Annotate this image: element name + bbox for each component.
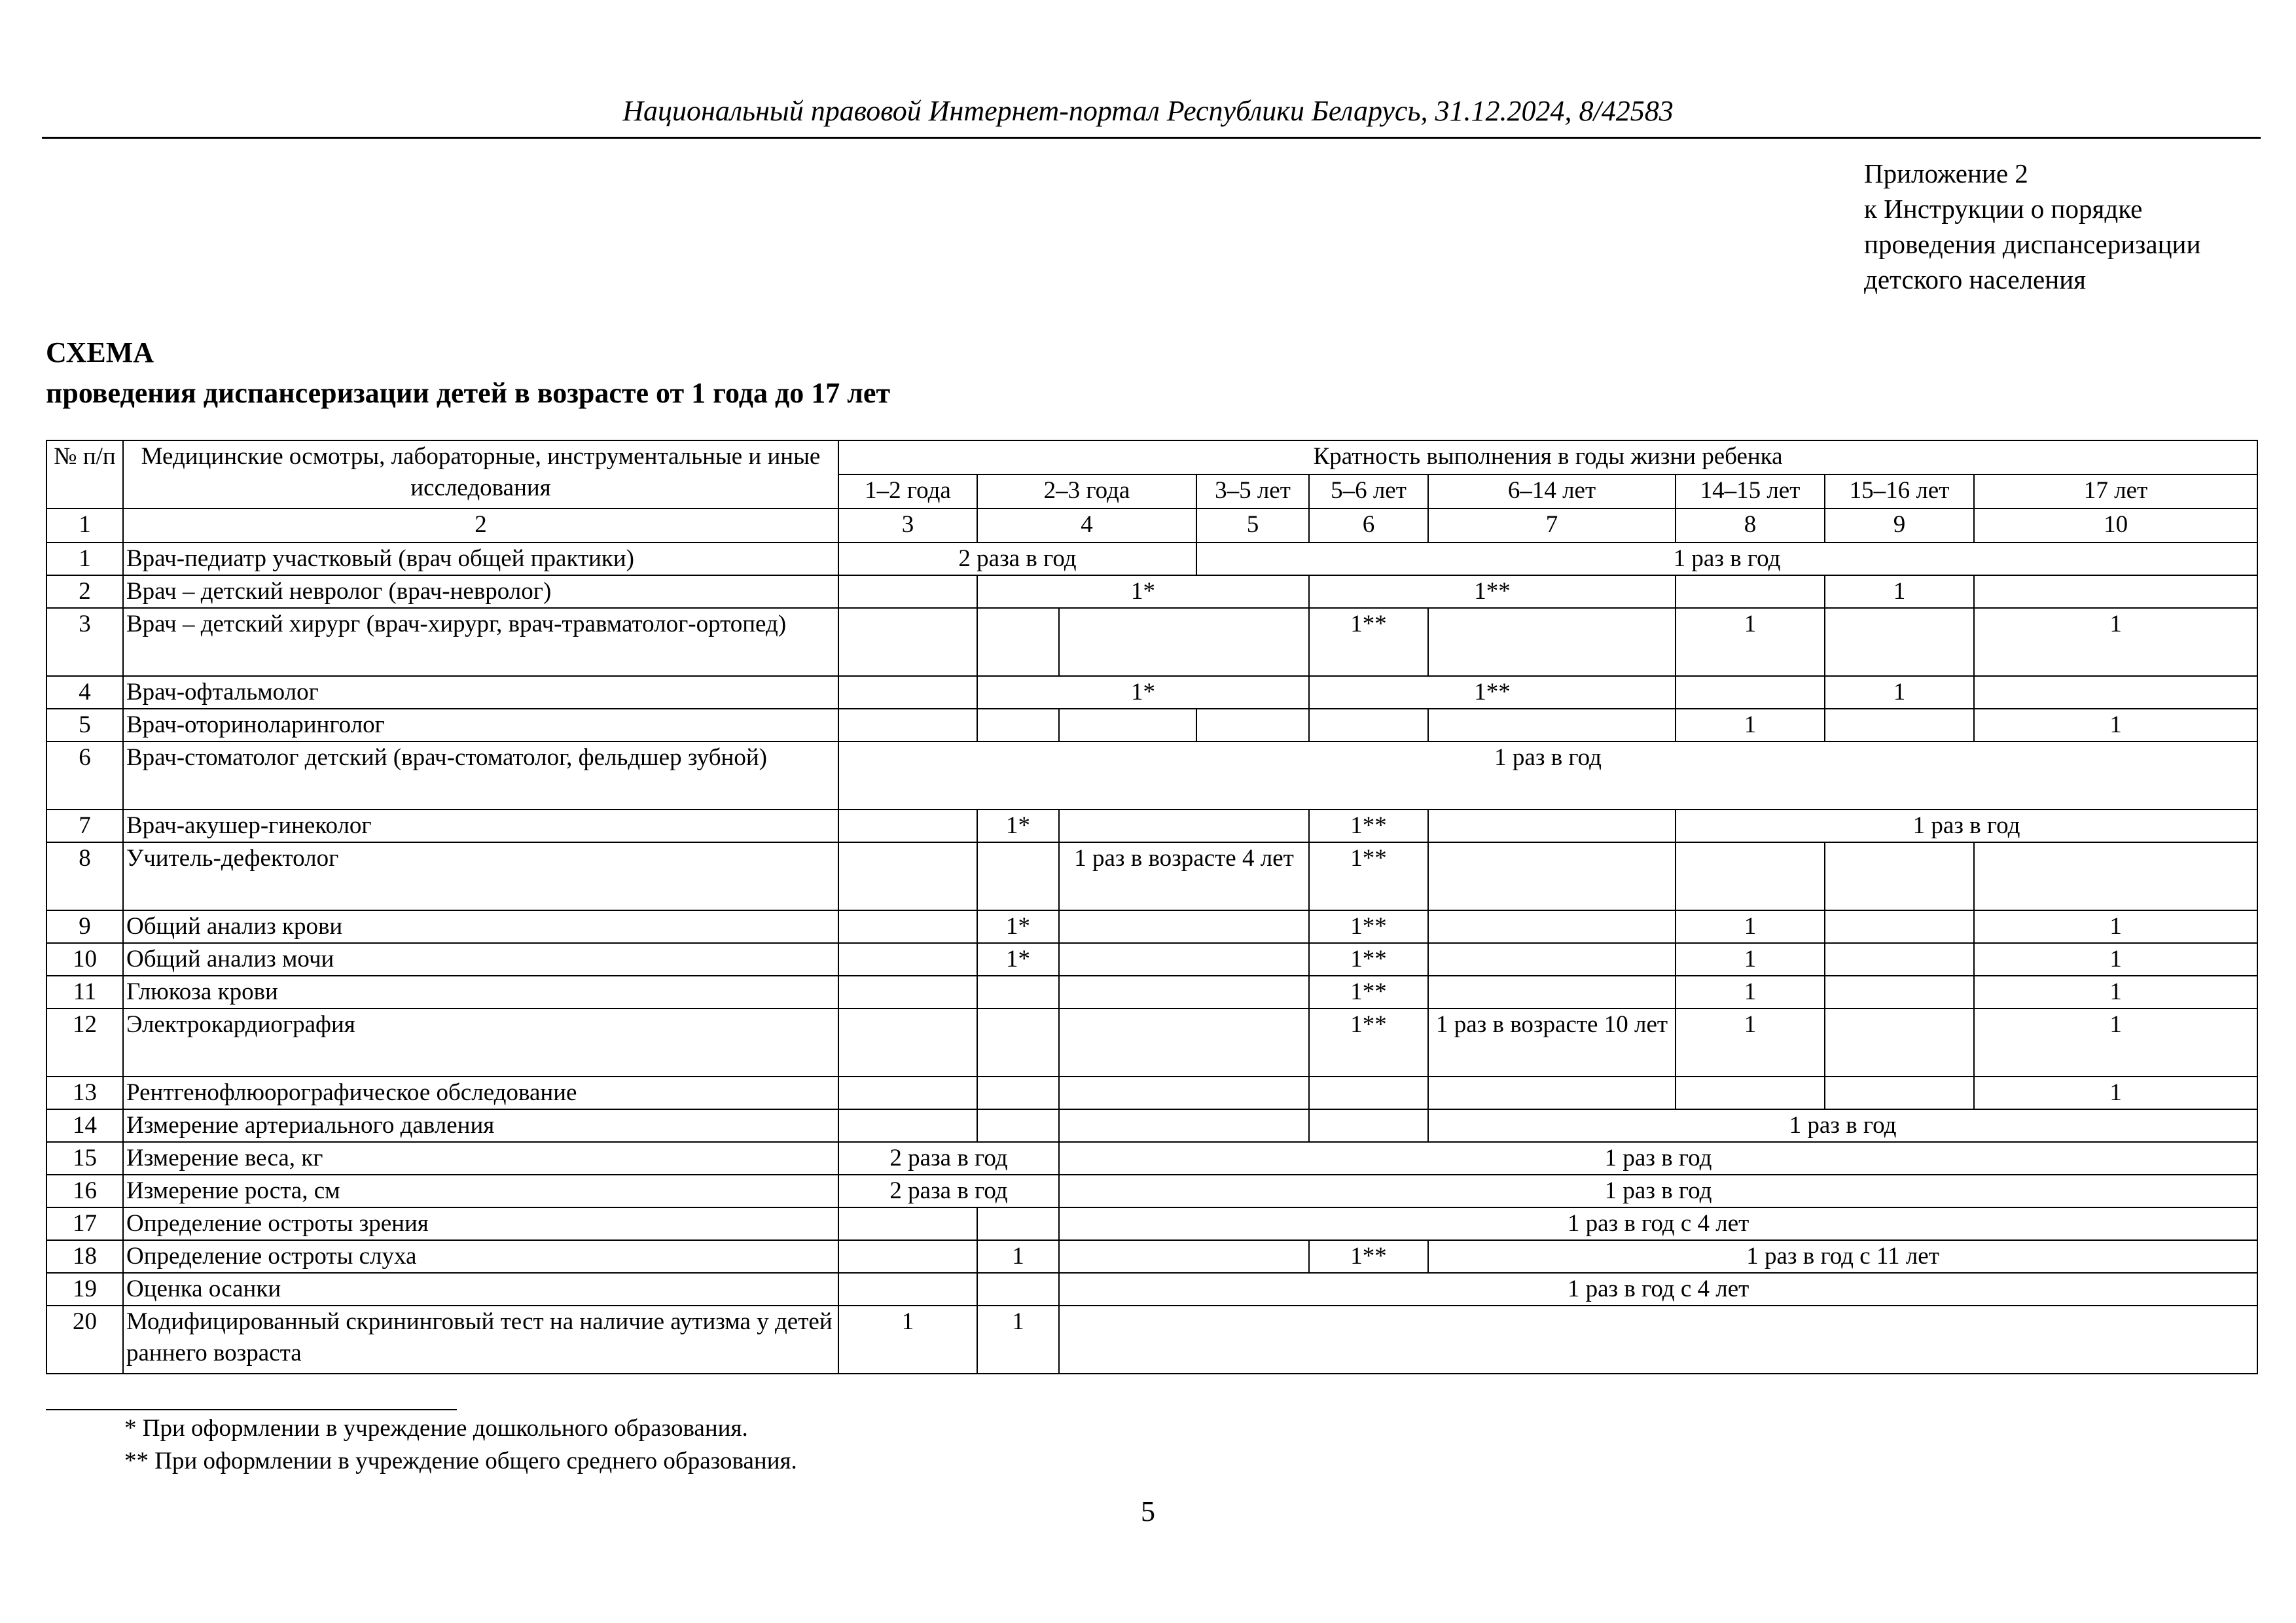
exam-name: Врач-акушер-гинеколог (123, 810, 838, 842)
portal-header: Национальный правовой Интернет-портал Республики Беларусь, 31.12.2024, 8/42583 (622, 95, 1674, 127)
table-row (46, 943, 2257, 976)
age-group-header: 1–2 года (838, 474, 977, 508)
exam-name: Измерение артериального давления (123, 1109, 838, 1142)
frequency-cell: 1 (838, 1306, 977, 1374)
empty-cell (1309, 1077, 1428, 1109)
frequency-cell: 1 раз в год (1196, 543, 2257, 575)
frequency-cell: 1** (1309, 1008, 1428, 1077)
frequency-cell: 1 раз в год с 11 лет (1428, 1240, 2257, 1273)
row-number: 7 (46, 810, 123, 842)
empty-cell (1059, 1008, 1309, 1077)
frequency-cell: 1* (977, 575, 1309, 608)
annex-line: Приложение 2 (1864, 158, 2028, 188)
empty-cell (838, 976, 977, 1008)
empty-cell (838, 1273, 977, 1306)
frequency-cell: 1** (1309, 842, 1428, 910)
empty-cell (1309, 709, 1428, 741)
empty-cell (1059, 1306, 2257, 1374)
empty-cell (1825, 1008, 1974, 1077)
row-number: 13 (46, 1077, 123, 1109)
empty-cell (977, 709, 1059, 741)
frequency-cell: 1 (1676, 943, 1825, 976)
empty-cell (838, 943, 977, 976)
row-number: 20 (46, 1306, 123, 1374)
empty-cell (1676, 676, 1825, 709)
empty-cell (977, 1109, 1059, 1142)
annex-line: детского населения (1864, 264, 2086, 294)
frequency-cell: 1 раз в год с 4 лет (1059, 1207, 2257, 1240)
empty-cell (838, 910, 977, 943)
empty-cell (1974, 676, 2257, 709)
table-row (46, 842, 2257, 910)
empty-cell (1059, 910, 1309, 943)
frequency-cell: 1** (1309, 676, 1676, 709)
document-title (46, 332, 890, 414)
frequency-cell: 1 (1676, 709, 1825, 741)
annex-note (1864, 156, 2200, 297)
empty-cell (977, 1273, 1059, 1306)
age-group-header: 6–14 лет (1428, 474, 1676, 508)
empty-cell (1428, 810, 1676, 842)
frequency-cell: 1* (977, 910, 1059, 943)
frequency-cell: 1 раз в год (838, 741, 2257, 810)
empty-cell (1059, 1109, 1309, 1142)
empty-cell (1428, 709, 1676, 741)
row-number: 8 (46, 842, 123, 910)
exam-name: Врач – детский невролог (врач-невролог) (123, 575, 838, 608)
row-number: 14 (46, 1109, 123, 1142)
exam-name: Рентгенофлюорографическое обследование (123, 1077, 838, 1109)
empty-cell (1059, 608, 1309, 676)
frequency-cell: 1 (1974, 1008, 2257, 1077)
exam-name: Глюкоза крови (123, 976, 838, 1008)
row-number: 9 (46, 910, 123, 943)
frequency-cell: 2 раза в год (838, 543, 1196, 575)
frequency-cell: 1 раз в год (1676, 810, 2257, 842)
col-no-header: № п/п (46, 440, 123, 508)
page-number: 5 (1141, 1495, 1155, 1527)
exam-name: Общий анализ мочи (123, 943, 838, 976)
empty-cell (977, 976, 1059, 1008)
frequency-cell: 1 (1676, 608, 1825, 676)
empty-cell (1825, 943, 1974, 976)
frequency-cell: 1 (1825, 575, 1974, 608)
empty-cell (1825, 709, 1974, 741)
exam-name: Врач-офтальмолог (123, 676, 838, 709)
table-row (46, 1109, 2257, 1142)
column-number: 3 (838, 508, 977, 543)
row-number: 18 (46, 1240, 123, 1273)
empty-cell (838, 1077, 977, 1109)
table-row (46, 608, 2257, 676)
column-number: 2 (123, 508, 838, 543)
exam-name: Врач-оториноларинголог (123, 709, 838, 741)
column-number: 9 (1825, 508, 1974, 543)
table-row (46, 709, 2257, 741)
table-row (46, 1077, 2257, 1109)
exam-name: Измерение роста, см (123, 1175, 838, 1207)
empty-cell (838, 1008, 977, 1077)
exam-name: Модифицированный скрининговый тест на наличие аутизма у детей раннего возраста (123, 1306, 838, 1374)
empty-cell (1059, 1240, 1309, 1273)
column-number: 8 (1676, 508, 1825, 543)
column-number: 4 (977, 508, 1196, 543)
empty-cell (838, 1109, 977, 1142)
row-number: 10 (46, 943, 123, 976)
frequency-cell: 1** (1309, 943, 1428, 976)
title-line-2: проведения диспансеризации детей в возрасте от 1 года до 17 лет (46, 377, 891, 409)
empty-cell (1825, 910, 1974, 943)
frequency-cell: 1 (1676, 976, 1825, 1008)
exam-name: Врач-стоматолог детский (врач-стоматолог, фельдшер зубной) (123, 741, 838, 810)
annex-line: проведения диспансеризации (1864, 229, 2201, 259)
frequency-cell: 1* (977, 676, 1309, 709)
frequency-cell: 1 (1974, 709, 2257, 741)
row-number: 11 (46, 976, 123, 1008)
empty-cell (977, 842, 1059, 910)
empty-cell (977, 608, 1059, 676)
empty-cell (838, 575, 977, 608)
frequency-cell: 1 (1676, 1008, 1825, 1077)
empty-cell (838, 1207, 977, 1240)
exam-name: Измерение веса, кг (123, 1142, 838, 1175)
exam-name: Электрокардиография (123, 1008, 838, 1077)
table-row (46, 1273, 2257, 1306)
frequency-cell: 1 (1974, 608, 2257, 676)
empty-cell (1059, 943, 1309, 976)
empty-cell (1825, 842, 1974, 910)
frequency-cell: 1** (1309, 910, 1428, 943)
exam-name: Врач-педиатр участковый (врач общей практики) (123, 543, 838, 575)
frequency-header: Кратность выполнения в годы жизни ребенка (838, 440, 2257, 474)
row-number: 5 (46, 709, 123, 741)
empty-cell (1309, 1109, 1428, 1142)
exam-name: Определение остроты слуха (123, 1240, 838, 1273)
frequency-cell: 2 раза в год (838, 1142, 1059, 1175)
col-exam-header: Медицинские осмотры, лабораторные, инструментальные и иные исследования (123, 440, 838, 508)
age-group-header: 2–3 года (977, 474, 1196, 508)
frequency-cell: 1 (977, 1240, 1059, 1273)
row-number: 12 (46, 1008, 123, 1077)
frequency-cell: 1 (977, 1306, 1059, 1374)
empty-cell (1196, 709, 1309, 741)
empty-cell (1059, 976, 1309, 1008)
frequency-cell: 1** (1309, 810, 1428, 842)
frequency-cell: 1** (1309, 575, 1676, 608)
footnote-divider (46, 1409, 457, 1410)
empty-cell (838, 709, 977, 741)
column-number: 5 (1196, 508, 1309, 543)
empty-cell (1428, 910, 1676, 943)
column-number: 6 (1309, 508, 1428, 543)
empty-cell (1428, 943, 1676, 976)
column-number: 1 (46, 508, 123, 543)
table-row (46, 1175, 2257, 1207)
annex-line: к Инструкции о порядке (1864, 194, 2143, 224)
empty-cell (838, 1240, 977, 1273)
empty-cell (1974, 842, 2257, 910)
table-row (46, 741, 2257, 810)
frequency-cell: 1 (1974, 976, 2257, 1008)
exam-name: Врач – детский хирург (врач-хирург, врач-травматолог-ортопед) (123, 608, 838, 676)
table-row (46, 676, 2257, 709)
row-number: 6 (46, 741, 123, 810)
empty-cell (1974, 575, 2257, 608)
empty-cell (977, 1008, 1059, 1077)
frequency-cell: 1** (1309, 976, 1428, 1008)
table-row (46, 810, 2257, 842)
empty-cell (838, 608, 977, 676)
frequency-cell: 1 (1676, 910, 1825, 943)
frequency-cell: 1 (1974, 1077, 2257, 1109)
table-row (46, 976, 2257, 1008)
frequency-cell: 1 раз в возрасте 4 лет (1059, 842, 1309, 910)
empty-cell (1676, 575, 1825, 608)
exam-name: Учитель-дефектолог (123, 842, 838, 910)
table-row (46, 1207, 2257, 1240)
row-number: 2 (46, 575, 123, 608)
frequency-cell: 2 раза в год (838, 1175, 1059, 1207)
empty-cell (1059, 810, 1309, 842)
age-group-header: 17 лет (1974, 474, 2257, 508)
empty-cell (838, 676, 977, 709)
empty-cell (1428, 608, 1676, 676)
empty-cell (1428, 976, 1676, 1008)
empty-cell (977, 1077, 1059, 1109)
footnotes (124, 1412, 797, 1478)
frequency-cell: 1* (977, 943, 1059, 976)
row-number: 4 (46, 676, 123, 709)
frequency-cell: 1 раз в год с 4 лет (1059, 1273, 2257, 1306)
frequency-cell: 1 раз в год (1059, 1142, 2257, 1175)
exam-name: Определение остроты зрения (123, 1207, 838, 1240)
table-row (46, 1142, 2257, 1175)
row-number: 3 (46, 608, 123, 676)
age-group-header: 3–5 лет (1196, 474, 1309, 508)
column-number-row (46, 508, 2257, 543)
empty-cell (977, 1207, 1059, 1240)
empty-cell (1428, 842, 1676, 910)
frequency-cell: 1 раз в год (1428, 1109, 2257, 1142)
empty-cell (1825, 608, 1974, 676)
exam-name: Общий анализ крови (123, 910, 838, 943)
row-number: 17 (46, 1207, 123, 1240)
age-group-header: 14–15 лет (1676, 474, 1825, 508)
footnote-star: * При оформлении в учреждение дошкольного образования. (124, 1415, 748, 1442)
table-row (46, 575, 2257, 608)
table-row (46, 543, 2257, 575)
title-line-1: СХЕМА (46, 336, 154, 368)
frequency-cell: 1 (1825, 676, 1974, 709)
frequency-cell: 1 раз в год (1059, 1175, 2257, 1207)
frequency-cell: 1** (1309, 1240, 1428, 1273)
empty-cell (838, 810, 977, 842)
table-row (46, 1240, 2257, 1273)
empty-cell (1825, 976, 1974, 1008)
row-number: 15 (46, 1142, 123, 1175)
row-number: 16 (46, 1175, 123, 1207)
exam-name: Оценка осанки (123, 1273, 838, 1306)
empty-cell (1428, 1077, 1676, 1109)
table-row (46, 1008, 2257, 1077)
table-row (46, 910, 2257, 943)
frequency-cell: 1 (1974, 943, 2257, 976)
age-group-header: 15–16 лет (1825, 474, 1974, 508)
empty-cell (1059, 709, 1196, 741)
header-divider (42, 137, 2261, 139)
empty-cell (1676, 1077, 1825, 1109)
frequency-cell: 1** (1309, 608, 1428, 676)
empty-cell (1825, 1077, 1974, 1109)
footnote-double-star: ** При оформлении в учреждение общего среднего образования. (124, 1448, 797, 1474)
header-row (46, 440, 2257, 474)
age-group-header: 5–6 лет (1309, 474, 1428, 508)
frequency-cell: 1 раз в возрасте 10 лет (1428, 1008, 1676, 1077)
column-number: 10 (1974, 508, 2257, 543)
frequency-cell: 1 (1974, 910, 2257, 943)
empty-cell (838, 842, 977, 910)
empty-cell (1676, 842, 1825, 910)
row-number: 19 (46, 1273, 123, 1306)
table-row (46, 1306, 2257, 1374)
frequency-cell: 1* (977, 810, 1059, 842)
column-number: 7 (1428, 508, 1676, 543)
dispensary-scheme-table (46, 440, 2258, 1374)
empty-cell (1059, 1077, 1309, 1109)
row-number: 1 (46, 543, 123, 575)
